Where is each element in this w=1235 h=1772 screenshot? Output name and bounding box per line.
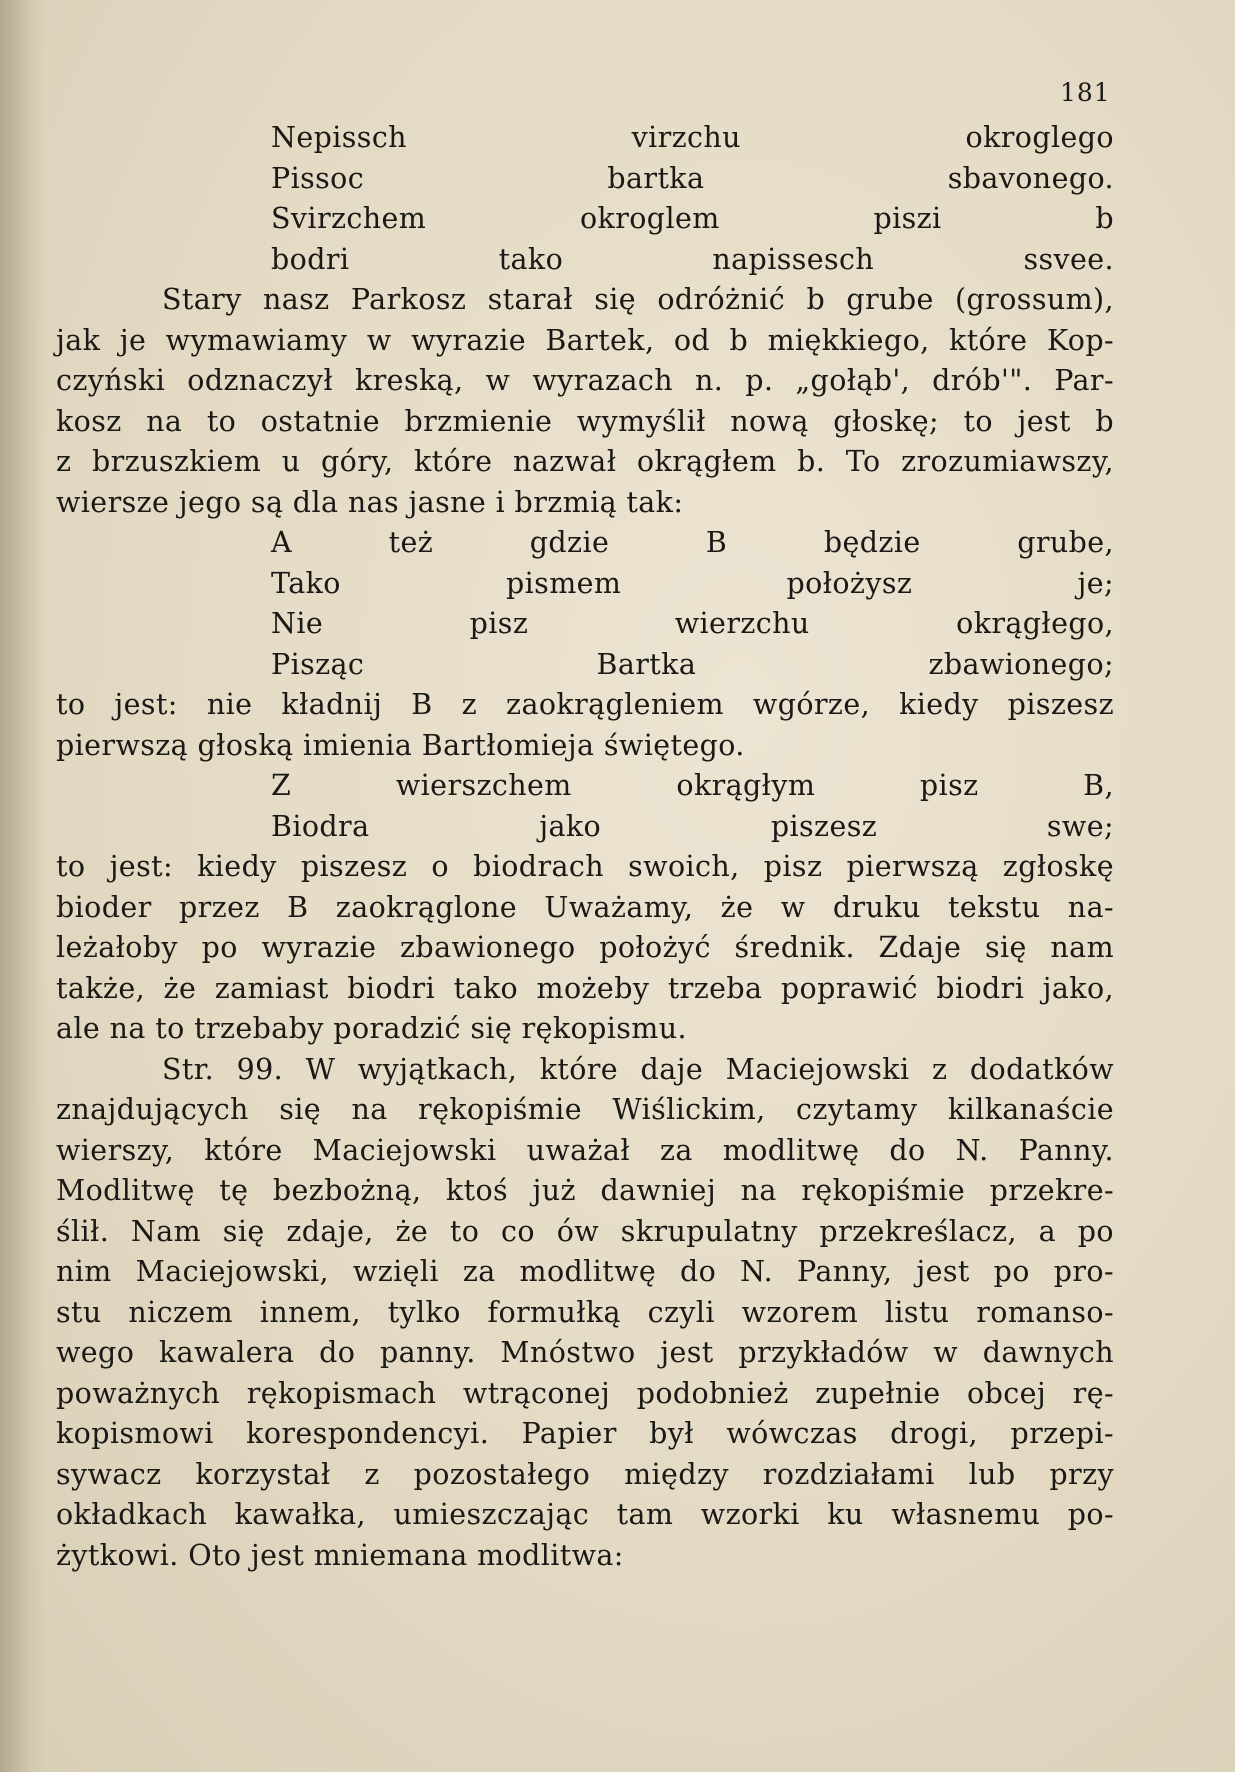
page-number: 181 <box>1060 78 1111 107</box>
text-line: to jest: nie kładnij B z zaokrągleniem wgórze, kiedy piszesz <box>56 688 1114 721</box>
text-line: wierszy, które Maciejowski uważał za modlitwę do N. Panny. <box>56 1133 1114 1167</box>
verse-line: Z wierszchem okrągłym pisz B, <box>271 769 1114 802</box>
text-line: z brzuszkiem u góry, które nazwał okrągłem b. To zrozumiawszy, <box>56 445 1114 478</box>
text-line: ale na to trzebaby poradzić się rękopismu. <box>56 1012 687 1045</box>
text-line: leżałoby po wyrazie zbawionego położyć średnik. Zdaje się nam <box>56 931 1114 964</box>
text-line: czyński odznaczył kreską, w wyrazach n. p. „gołąb', drób'". Par- <box>56 364 1114 397</box>
text-line: okładkach kawałka, umieszczając tam wzorki ku własnemu po- <box>56 1498 1114 1531</box>
verse-line: bodri tako napissesch ssvee. <box>271 242 1114 276</box>
page-body <box>56 118 1114 1576</box>
text-line: wego kawalera do panny. Mnóstwo jest przykładów w dawnych <box>56 1336 1114 1369</box>
text-line: Modlitwę tę bezbożną, ktoś już dawniej na rękopiśmie przekre- <box>56 1174 1114 1207</box>
text-line: jak je wymawiamy w wyrazie Bartek, od b miękkiego, które Kop- <box>56 323 1114 357</box>
verse-line: Pissoc bartka sbavonego. <box>271 161 1114 195</box>
verse-block-3 <box>56 766 1114 847</box>
text-line: pierwszą głoską imienia Bartłomieja świętego. <box>56 728 745 762</box>
text-line: Str. 99. W wyjątkach, które daje Maciejowski z dodatków <box>162 1052 1114 1086</box>
paragraph-parkosz <box>56 280 1114 523</box>
text-line: bioder przez B zaokrąglone Uważamy, że w druku tekstu na- <box>56 890 1114 924</box>
text-line: to jest: kiedy piszesz o biodrach swoich, pisz pierwszą zgłoskę <box>56 850 1114 883</box>
text-line: nim Maciejowski, wzięli za modlitwę do N. Panny, jest po pro- <box>56 1255 1114 1288</box>
verse-block-1 <box>56 118 1114 280</box>
verse-line: Biodra jako piszesz swe; <box>271 809 1114 843</box>
text-line: także, że zamiast biodri tako możeby trzeba poprawić biodri jako, <box>56 971 1114 1005</box>
text-line: stu niczem innem, tylko formułką czyli wzorem listu romanso- <box>56 1295 1114 1329</box>
verse-line: Nepissch virzchu okroglego <box>271 121 1114 154</box>
text-line: Stary nasz Parkosz starał się odróżnić b grube (grossum), <box>162 283 1114 316</box>
verse-line: A też gdzie B będzie grube, <box>271 526 1114 559</box>
text-line: ślił. Nam się zdaje, że to co ów skrupulatny przekreślacz, a po <box>56 1214 1114 1248</box>
verse-line: Tako pismem położysz je; <box>271 566 1114 600</box>
text-line: żytkowi. Oto jest mniemana modlitwa: <box>56 1538 624 1572</box>
verse-line: Svirzchem okroglem piszi b <box>271 202 1114 235</box>
text-line: znajdujących się na rękopiśmie Wiślickim, czytamy kilkanaście <box>56 1093 1114 1126</box>
paragraph-str-99 <box>56 1050 1114 1577</box>
text-line: poważnych rękopismach wtrąconej podobnież zupełnie obcej rę- <box>56 1376 1114 1410</box>
paragraph-explanation-1 <box>56 685 1114 766</box>
paragraph-explanation-2 <box>56 847 1114 1050</box>
text-line: sywacz korzystał z pozostałego między rozdziałami lub przy <box>56 1457 1114 1491</box>
verse-line: Pisząc Bartka zbawionego; <box>271 647 1114 681</box>
text-line: kosz na to ostatnie brzmienie wymyślił nową głoskę; to jest b <box>56 404 1114 438</box>
verse-block-2 <box>56 523 1114 685</box>
verse-line: Nie pisz wierzchu okrągłego, <box>271 607 1114 640</box>
text-line: kopismowi korespondencyi. Papier był wówczas drogi, przepi- <box>56 1417 1114 1450</box>
text-line: wiersze jego są dla nas jasne i brzmią tak: <box>56 485 684 519</box>
